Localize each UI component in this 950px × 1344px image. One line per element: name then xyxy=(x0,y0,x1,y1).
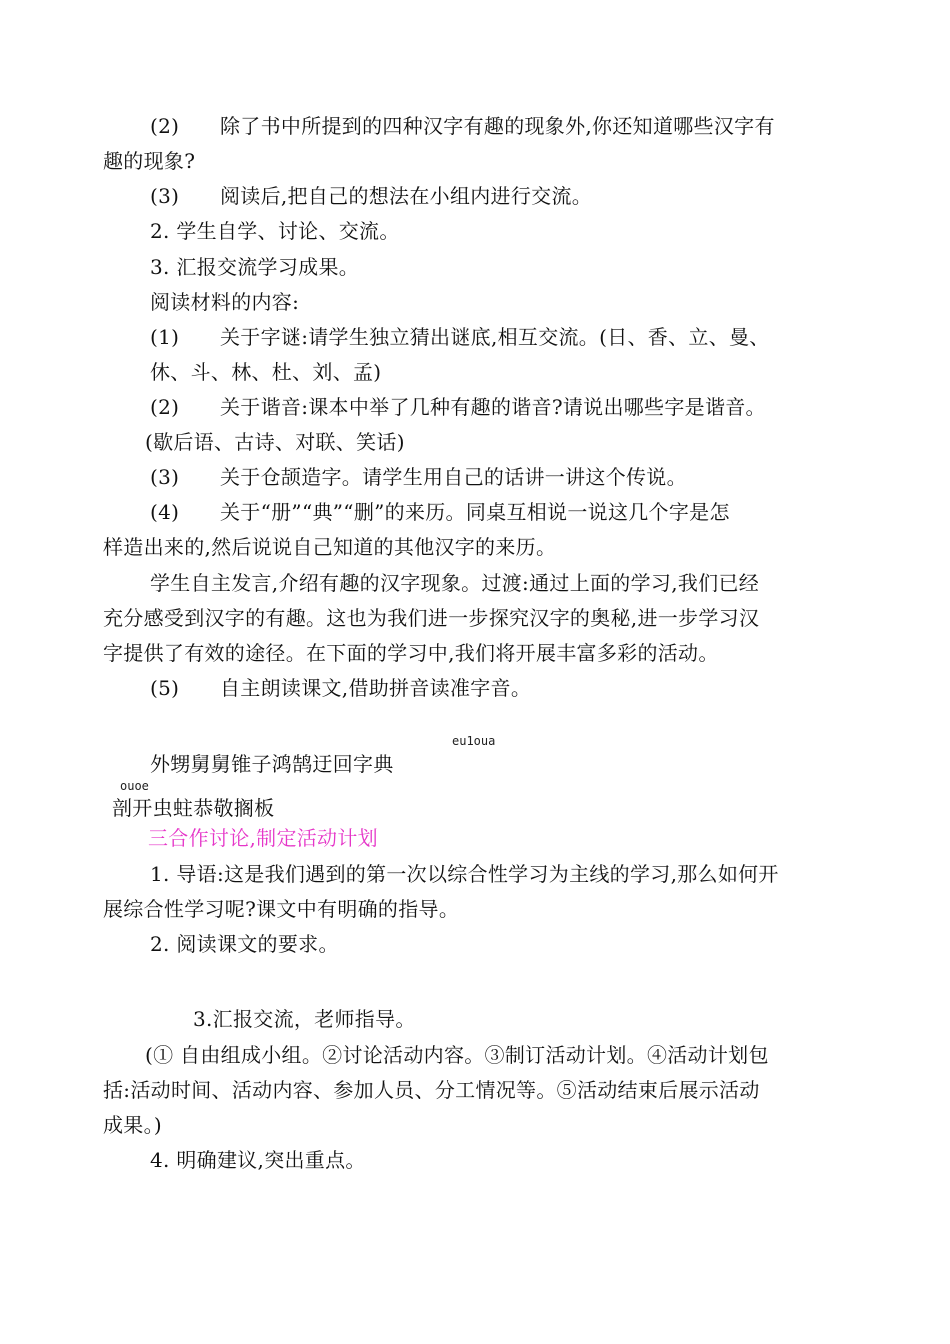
item-number: (4) xyxy=(150,500,180,524)
text-line xyxy=(150,111,775,141)
text-line xyxy=(150,322,770,352)
text-line xyxy=(150,392,766,422)
text-line: 2. 阅读课文的要求。 xyxy=(150,932,339,956)
line-text: 关于“册”“典”“删”的来历。同桌互相说一说这几个字是怎 xyxy=(220,500,730,524)
item-number: (3) xyxy=(150,465,180,489)
line-text: 关于字谜:请学生独立猜出谜底,相互交流。(日、香、立、曼、 xyxy=(220,325,770,349)
text-line xyxy=(150,673,531,703)
text-line xyxy=(150,462,687,492)
line-text: 除了书中所提到的四种汉字有趣的现象外,你还知道哪些汉字有 xyxy=(220,114,775,138)
line-text: 关于谐音:课本中举了几种有趣的谐音?请说出哪些字是谐音。 xyxy=(220,395,766,419)
text-line: 4. 明确建议,突出重点。 xyxy=(150,1148,366,1172)
pinyin-annotation: ouoe xyxy=(120,779,149,793)
text-line: 3. 汇报交流学习成果。 xyxy=(150,255,360,279)
line-text: 关于仓颉造字。请学生用自己的话讲一讲这个传说。 xyxy=(220,465,687,489)
text-line: 1. 导语:这是我们遇到的第一次以综合性学习为主线的学习,那么如何开 xyxy=(150,862,779,886)
text-line: 趣的现象? xyxy=(103,149,196,173)
item-number: (2) xyxy=(150,395,180,419)
line-text: 自主朗读课文,借助拼音读准字音。 xyxy=(220,676,532,700)
text-line: (歇后语、古诗、对联、笑话) xyxy=(145,430,405,454)
text-line: 样造出来的,然后说说自己知道的其他汉字的来历。 xyxy=(103,535,557,559)
text-line: 学生自主发言,介绍有趣的汉字现象。过渡:通过上面的学习,我们已经 xyxy=(150,571,760,595)
text-line: 3.汇报交流，老师指导。 xyxy=(193,1007,416,1031)
item-number: (2) xyxy=(150,114,180,138)
item-number: (3) xyxy=(150,184,180,208)
text-line: 成果。) xyxy=(103,1113,163,1137)
text-line: 阅读材料的内容: xyxy=(150,290,300,314)
text-line: 括:活动时间、活动内容、参加人员、分工情况等。⑤活动结束后展示活动 xyxy=(103,1078,760,1102)
item-number: (5) xyxy=(150,676,180,700)
line-text: 阅读后,把自己的想法在小组内进行交流。 xyxy=(220,184,593,208)
vocabulary-line: 外甥舅舅锥子鸿鹄迂回字典 xyxy=(150,752,394,776)
text-line xyxy=(150,497,730,527)
pinyin-annotation: eu1oua xyxy=(452,734,496,748)
text-line: 休、斗、林、杜、刘、孟) xyxy=(150,360,382,384)
text-line: 字提供了有效的途径。在下面的学习中,我们将开展丰富多彩的活动。 xyxy=(103,641,719,665)
text-line xyxy=(150,181,592,211)
section-heading: 三合作讨论,制定活动计划 xyxy=(148,826,378,850)
text-line: 充分感受到汉字的有趣。这也为我们进一步探究汉字的奥秘,进一步学习汉 xyxy=(103,606,760,630)
vocabulary-line: 剖开虫蛀恭敬搁板 xyxy=(112,796,275,820)
text-line: 2. 学生自学、讨论、交流。 xyxy=(150,219,400,243)
item-number: (1) xyxy=(150,325,180,349)
text-line: (① 自由组成小组。②讨论活动内容。③制订活动计划。④活动计划包 xyxy=(145,1043,769,1067)
text-line: 展综合性学习呢?课文中有明确的指导。 xyxy=(103,897,460,921)
